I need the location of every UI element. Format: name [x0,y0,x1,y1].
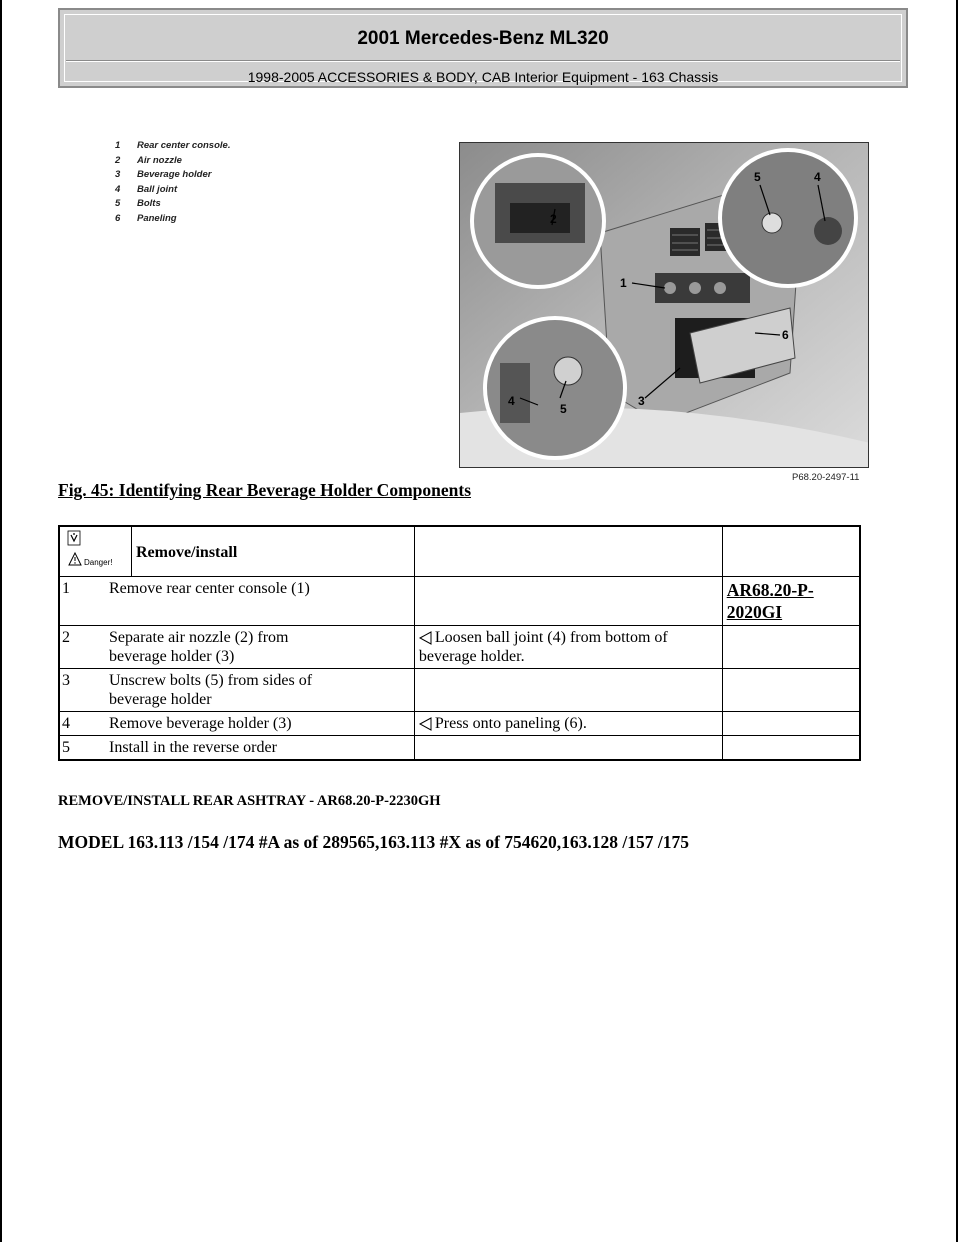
procedure-title: Remove/install [135,544,238,561]
danger-label: Danger! [84,558,113,567]
step-cell [59,712,414,736]
step-cell [59,669,414,712]
table-row [59,669,860,712]
note-cell [414,626,722,669]
header-empty-cell [414,526,722,577]
section-heading-ashtray: REMOVE/INSTALL REAR ASHTRAY - AR68.20-P-2230GH [58,793,441,809]
danger-cell [59,526,131,577]
figure-caption: Fig. 45: Identifying Rear Beverage Holder Components [58,480,472,500]
legend-item: 1 Rear center console. [115,140,231,151]
step-cell [59,736,414,761]
header-empty-cell [722,526,860,577]
callout-6: 6 [782,328,789,342]
note-cell [414,712,722,736]
header-divider [66,60,900,62]
reference-cell [722,712,860,736]
section-heading-model: MODEL 163.113 /154 /174 #A as of 289565,163.113 #X as of 754620,163.128 /157 /175 [58,832,689,852]
legend-item: 6 Paneling [115,212,177,224]
callout-3: 3 [638,394,645,408]
step-text: Remove rear center console (1) [109,580,310,597]
note-cell [414,669,722,712]
danger-icon [64,529,124,569]
photo-reference-code: P68.20-2497-11 [792,472,860,483]
reference-cell [722,626,860,669]
legend-item: 2 Air nozzle [115,154,182,166]
step-number: 2 [62,629,70,646]
table-header-row [59,526,860,577]
step-cell [59,577,414,626]
figure-legend [115,139,315,226]
table-row [59,626,860,669]
table-row [59,577,860,626]
step-cell [59,626,414,669]
reference-cell [722,669,860,712]
reference-cell [722,736,860,761]
danger-notice [64,529,124,569]
note-text: Press onto paneling (6). [434,715,587,732]
console-photo-illustration [460,143,869,468]
callout-5b: 5 [560,402,567,416]
note-cell [414,577,722,626]
callout-2: 2 [550,212,557,226]
header-title-cell [131,526,414,577]
legend-item: 4 Ball joint [115,183,178,195]
legend-item: 3 Beverage holder [115,169,212,180]
note-icon [419,717,433,731]
step-number: 5 [62,739,70,756]
table-row [59,712,860,736]
note-text: Loosen ball joint (4) from bottom of beverage holder. [418,629,668,665]
callout-4: 4 [814,170,821,184]
note-icon [419,631,433,645]
step-text: Unscrew bolts (5) from sides of beverage holder [109,672,313,708]
step-text: Install in the reverse order [109,739,277,756]
step-number: 1 [62,580,70,597]
legend-item: 5 Bolts [115,198,161,209]
document-title: 2001 Mercedes-Benz ML320 [357,28,609,49]
step-number: 4 [62,715,70,732]
procedure-table [58,525,861,761]
page-header [58,8,908,88]
table-row [59,736,860,761]
document-subtitle: 1998-2005 ACCESSORIES & BODY, CAB Interior Equipment - 163 Chassis [247,69,719,85]
note-cell [414,736,722,761]
component-photo [459,142,869,468]
reference-cell [722,577,860,626]
step-text: Remove beverage holder (3) [109,715,292,732]
reference-link[interactable]: AR68.20-P-2020GI [726,580,814,622]
callout-4b: 4 [508,394,515,408]
callout-5: 5 [754,170,761,184]
step-number: 3 [62,672,70,689]
callout-1: 1 [620,276,627,290]
step-text: Separate air nozzle (2) from beverage holder (3) [109,629,289,665]
